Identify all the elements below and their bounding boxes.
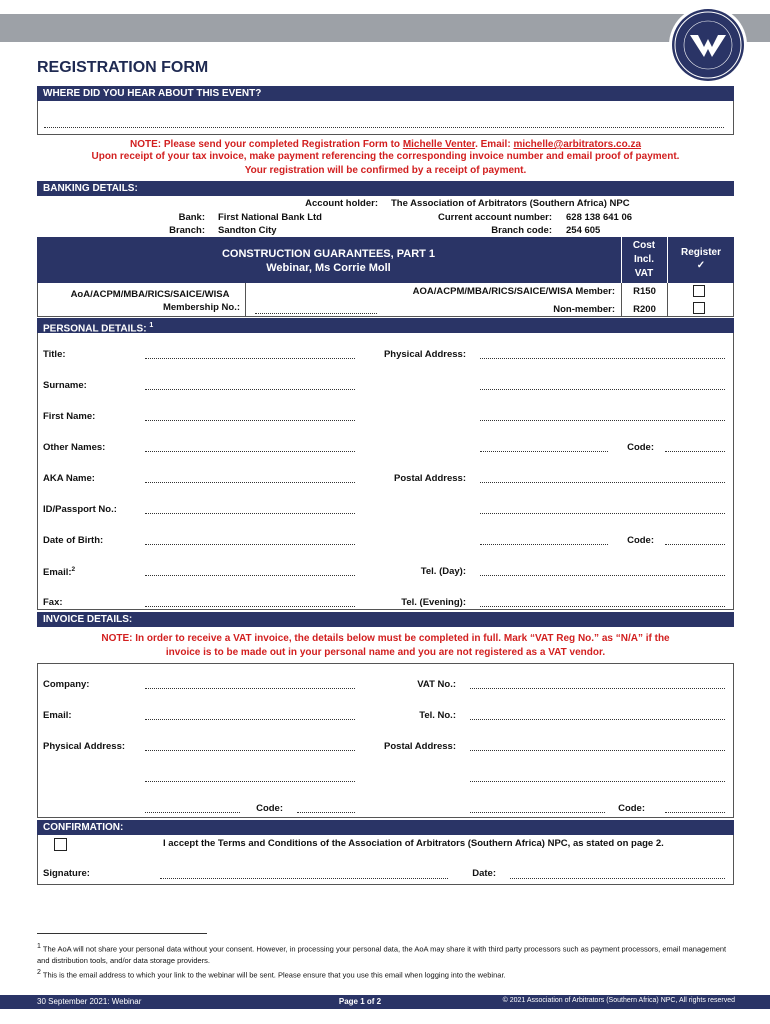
nonmember-label: Non-member:: [553, 304, 615, 315]
invoice-physical-label: Physical Address:: [43, 741, 126, 752]
hear-input[interactable]: [44, 119, 724, 128]
tel-no-label: Tel. No.:: [419, 710, 456, 721]
physical-address-input-3[interactable]: [480, 415, 725, 421]
invoice-postal-input-3[interactable]: [470, 807, 605, 813]
footnote-2-text: This is the email address to which your link to the webinar will be sent. Please ensure that you use this email when logging into the webinar.: [42, 970, 506, 980]
personal-heading: [37, 318, 734, 333]
surname-input[interactable]: [145, 384, 355, 390]
email-label-text: Email:: [43, 567, 72, 579]
invoice-postal-input-2[interactable]: [470, 776, 725, 782]
surname-label: Surname:: [43, 380, 87, 391]
title-input[interactable]: [145, 353, 355, 359]
first-name-label: First Name:: [43, 411, 96, 422]
footer-copyright: © 2021 Association of Arbitrators (Southern Africa) NPC, All rights reserved: [502, 997, 735, 1004]
dob-label: Date of Birth:: [43, 535, 104, 546]
fax-input[interactable]: [145, 601, 355, 607]
bank-label: Bank:: [178, 212, 205, 223]
postal-code-label: Code:: [627, 535, 654, 546]
event-subtitle: Webinar, Ms Corrie Moll: [266, 262, 391, 274]
membership-label: AoA/ACPM/MBA/RICS/SAICE/WISA: [70, 289, 230, 300]
postal-address-label: Postal Address:: [394, 473, 466, 484]
personal-heading-label: PERSONAL DETAILS:: [43, 323, 147, 335]
contact-email-link[interactable]: michelle@arbitrators.co.za: [513, 139, 642, 150]
bank-value: First National Bank Ltd: [218, 212, 322, 223]
note-prefix: NOTE: Please send your completed Registration Form to: [129, 139, 403, 150]
hear-heading: WHERE DID YOU HEAR ABOUT THIS EVENT?: [37, 86, 734, 101]
fax-label: Fax:: [43, 597, 63, 608]
footnote-ref: 1: [149, 322, 154, 329]
cost-header-line: Incl.: [633, 254, 654, 265]
event-title: CONSTRUCTION GUARANTEES, PART 1: [221, 248, 436, 260]
physical-address-label: Physical Address:: [383, 349, 466, 360]
id-input[interactable]: [145, 508, 355, 514]
title-label: Title:: [43, 349, 66, 360]
postal-address-input-2[interactable]: [480, 508, 725, 514]
current-account-label: Current account number:: [437, 212, 552, 223]
aka-label: AKA Name:: [43, 473, 95, 484]
invoice-physical-input-2[interactable]: [145, 776, 355, 782]
hear-box: [37, 101, 734, 135]
id-label: ID/Passport No.:: [43, 504, 117, 515]
tel-no-input[interactable]: [470, 714, 725, 720]
email-input[interactable]: [145, 570, 355, 576]
signature-input[interactable]: [160, 873, 448, 879]
physical-address-input-1[interactable]: [480, 353, 725, 359]
invoice-postal-label: Postal Address:: [384, 741, 456, 752]
invoice-postal-code-label: Code:: [618, 803, 645, 814]
aka-input[interactable]: [145, 477, 355, 483]
checkmark-icon: ✓: [696, 260, 706, 271]
physical-address-input-2[interactable]: [480, 384, 725, 390]
footnote-divider: [37, 933, 207, 934]
register-header-label: Register: [680, 247, 721, 258]
divider: [245, 283, 246, 317]
membership-no-label: Membership No.:: [162, 302, 240, 313]
invoice-note-2: invoice is to be made out in your personal name and you are not registered as a VAT vendor.: [165, 647, 606, 658]
branch-code-value: 254 605: [566, 225, 601, 236]
tel-evening-label: Tel. (Evening):: [401, 597, 466, 608]
register-header: [668, 246, 734, 272]
vat-no-input[interactable]: [470, 683, 725, 689]
banking-heading: BANKING DETAILS:: [37, 181, 734, 196]
footnote-1-text: The AoA will not share your personal data without your consent. However, in processing your personal data, the AoA may share it with third party processors such as payment processors, email management and distribution tools, and/or data storage providers.: [37, 944, 727, 965]
tel-evening-input[interactable]: [480, 601, 725, 607]
current-account-value: 628 138 641 06: [566, 212, 633, 223]
cost-header: [621, 239, 667, 281]
branch-value: Sandton City: [218, 225, 277, 236]
member-register-checkbox[interactable]: [693, 285, 705, 297]
accept-terms-text: I accept the Terms and Conditions of the Association of Arbitrators (Southern Africa) NPC, as stated on page 2.: [163, 838, 664, 849]
nonmember-register-checkbox[interactable]: [693, 302, 705, 314]
invoice-postal-input-1[interactable]: [470, 745, 725, 751]
aoa-logo-icon: [668, 5, 748, 85]
postal-address-input-1[interactable]: [480, 477, 725, 483]
note-email-prefix: . Email:: [475, 139, 514, 150]
branch-code-label: Branch code:: [491, 225, 552, 236]
note-line-3: Your registration will be confirmed by a receipt of payment.: [244, 165, 527, 176]
postal-address-input-3[interactable]: [480, 539, 608, 545]
form-title: REGISTRATION FORM: [37, 59, 209, 76]
member-price: R150: [633, 286, 656, 297]
physical-code-input[interactable]: [665, 446, 725, 452]
invoice-email-label: Email:: [43, 710, 72, 721]
other-names-label: Other Names:: [43, 442, 106, 453]
footnote-2: [37, 967, 737, 981]
footer-page: Page 1 of 2: [338, 997, 382, 1006]
invoice-heading: INVOICE DETAILS:: [37, 612, 734, 627]
footer-date: 30 September 2021: Webinar: [37, 997, 142, 1006]
cost-header-line: VAT: [634, 268, 654, 279]
member-label: AOA/ACPM/MBA/RICS/SAICE/WISA Member:: [412, 286, 615, 297]
account-holder-label: Account holder:: [305, 198, 378, 209]
first-name-input[interactable]: [145, 415, 355, 421]
invoice-physical-code-input[interactable]: [297, 807, 355, 813]
invoice-postal-code-input[interactable]: [665, 807, 725, 813]
other-names-input[interactable]: [145, 446, 355, 452]
company-label: Company:: [43, 679, 90, 690]
company-input[interactable]: [145, 683, 355, 689]
nonmember-price: R200: [633, 304, 656, 315]
invoice-physical-input-3[interactable]: [145, 807, 240, 813]
accept-terms-checkbox[interactable]: [54, 838, 67, 851]
date-label: Date:: [472, 868, 496, 879]
vat-no-label: VAT No.:: [417, 679, 456, 690]
confirmation-heading: CONFIRMATION:: [37, 820, 734, 835]
physical-address-input-4[interactable]: [480, 446, 608, 452]
signature-label: Signature:: [43, 868, 90, 879]
invoice-email-input[interactable]: [145, 714, 355, 720]
tel-day-input[interactable]: [480, 570, 725, 576]
postal-code-input[interactable]: [665, 539, 725, 545]
invoice-physical-input-1[interactable]: [145, 745, 355, 751]
divider: [667, 283, 668, 317]
branch-label: Branch:: [169, 225, 205, 236]
header-band: [0, 14, 770, 42]
dob-input[interactable]: [145, 539, 355, 545]
invoice-physical-code-label: Code:: [256, 803, 283, 814]
invoice-note-1: NOTE: In order to receive a VAT invoice, the details below must be completed in full. Mark “VAT Reg No.” as “N/A” if the: [101, 633, 670, 644]
note-line-2: Upon receipt of your tax invoice, make payment referencing the corresponding invoice number and email proof of payment.: [91, 151, 680, 162]
cost-header-line: Cost: [632, 240, 656, 251]
footnote-ref: 2: [71, 566, 76, 573]
contact-name: Michelle Venter: [402, 139, 476, 150]
account-holder-value: The Association of Arbitrators (Southern Africa) NPC: [391, 198, 630, 209]
date-input[interactable]: [510, 873, 725, 879]
tel-day-label: Tel. (Day):: [420, 566, 466, 577]
footnote-1: [37, 941, 737, 966]
footnote-number: 2: [37, 969, 41, 976]
email-label: [43, 566, 75, 578]
footnote-number: 1: [37, 943, 41, 950]
physical-code-label: Code:: [627, 442, 654, 453]
